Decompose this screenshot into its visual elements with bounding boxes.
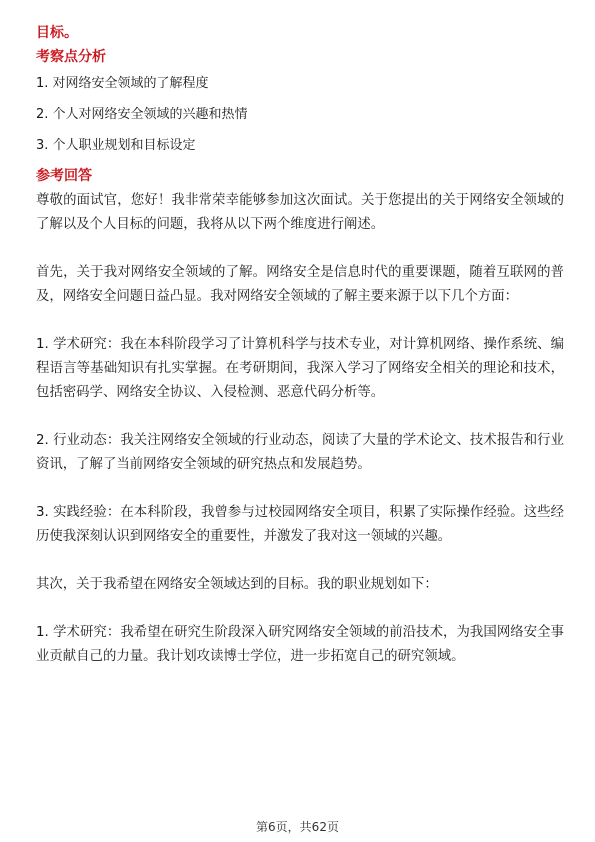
analysis-item-2: 2. 个人对网络安全领域的兴趣和热情 bbox=[36, 107, 248, 122]
page-number-footer: 第6页，共62页 bbox=[256, 820, 339, 834]
answer-paragraph-intro: 尊敬的面试官，您好！我非常荣幸能够参加这次面试。关于您提出的关于网络安全领域的了解以及个人目标的问题，我将从以下两个维度进行阐述。 bbox=[36, 193, 564, 232]
answer-paragraph-industry: 2. 行业动态：我关注网络安全领域的行业动态，阅读了大量的学术论文、技术报告和行业资讯，了解了当前网络安全领域的研究热点和发展趋势。 bbox=[36, 433, 564, 472]
continued-heading-fragment: 目标。 bbox=[36, 25, 78, 41]
answer-paragraph-first: 首先，关于我对网络安全领域的了解。网络安全是信息时代的重要课题，随着互联网的普及，网络安全问题日益凸显。我对网络安全领域的了解主要来源于以下几个方面： bbox=[36, 265, 564, 304]
answer-paragraph-practice: 3. 实践经验：在本科阶段，我曾参与过校园网络安全项目，积累了实际操作经验。这些经历使我深刻认识到网络安全的重要性，并激发了我对这一领域的兴趣。 bbox=[36, 505, 564, 544]
analysis-heading: 考察点分析 bbox=[36, 49, 106, 65]
answer-paragraph-second: 其次，关于我希望在网络安全领域达到的目标。我的职业规划如下： bbox=[36, 577, 438, 592]
answer-heading: 参考回答 bbox=[36, 168, 92, 184]
answer-paragraph-academic: 1. 学术研究：我在本科阶段学习了计算机科学与技术专业，对计算机网络、操作系统、编程语言等基础知识有扎实掌握。在考研期间，我深入学习了网络安全相关的理论和技术，包括密码学、网络安全协议、入侵检测、恶意代码分析等。 bbox=[36, 337, 564, 400]
analysis-item-3: 3. 个人职业规划和目标设定 bbox=[36, 138, 196, 153]
answer-paragraph-goal-academic: 1. 学术研究：我希望在研究生阶段深入研究网络安全领域的前沿技术，为我国网络安全事业贡献自己的力量。我计划攻读博士学位，进一步拓宽自己的研究领域。 bbox=[36, 625, 564, 664]
analysis-item-1: 1. 对网络安全领域的了解程度 bbox=[36, 76, 209, 91]
document-page bbox=[36, 22, 564, 669]
